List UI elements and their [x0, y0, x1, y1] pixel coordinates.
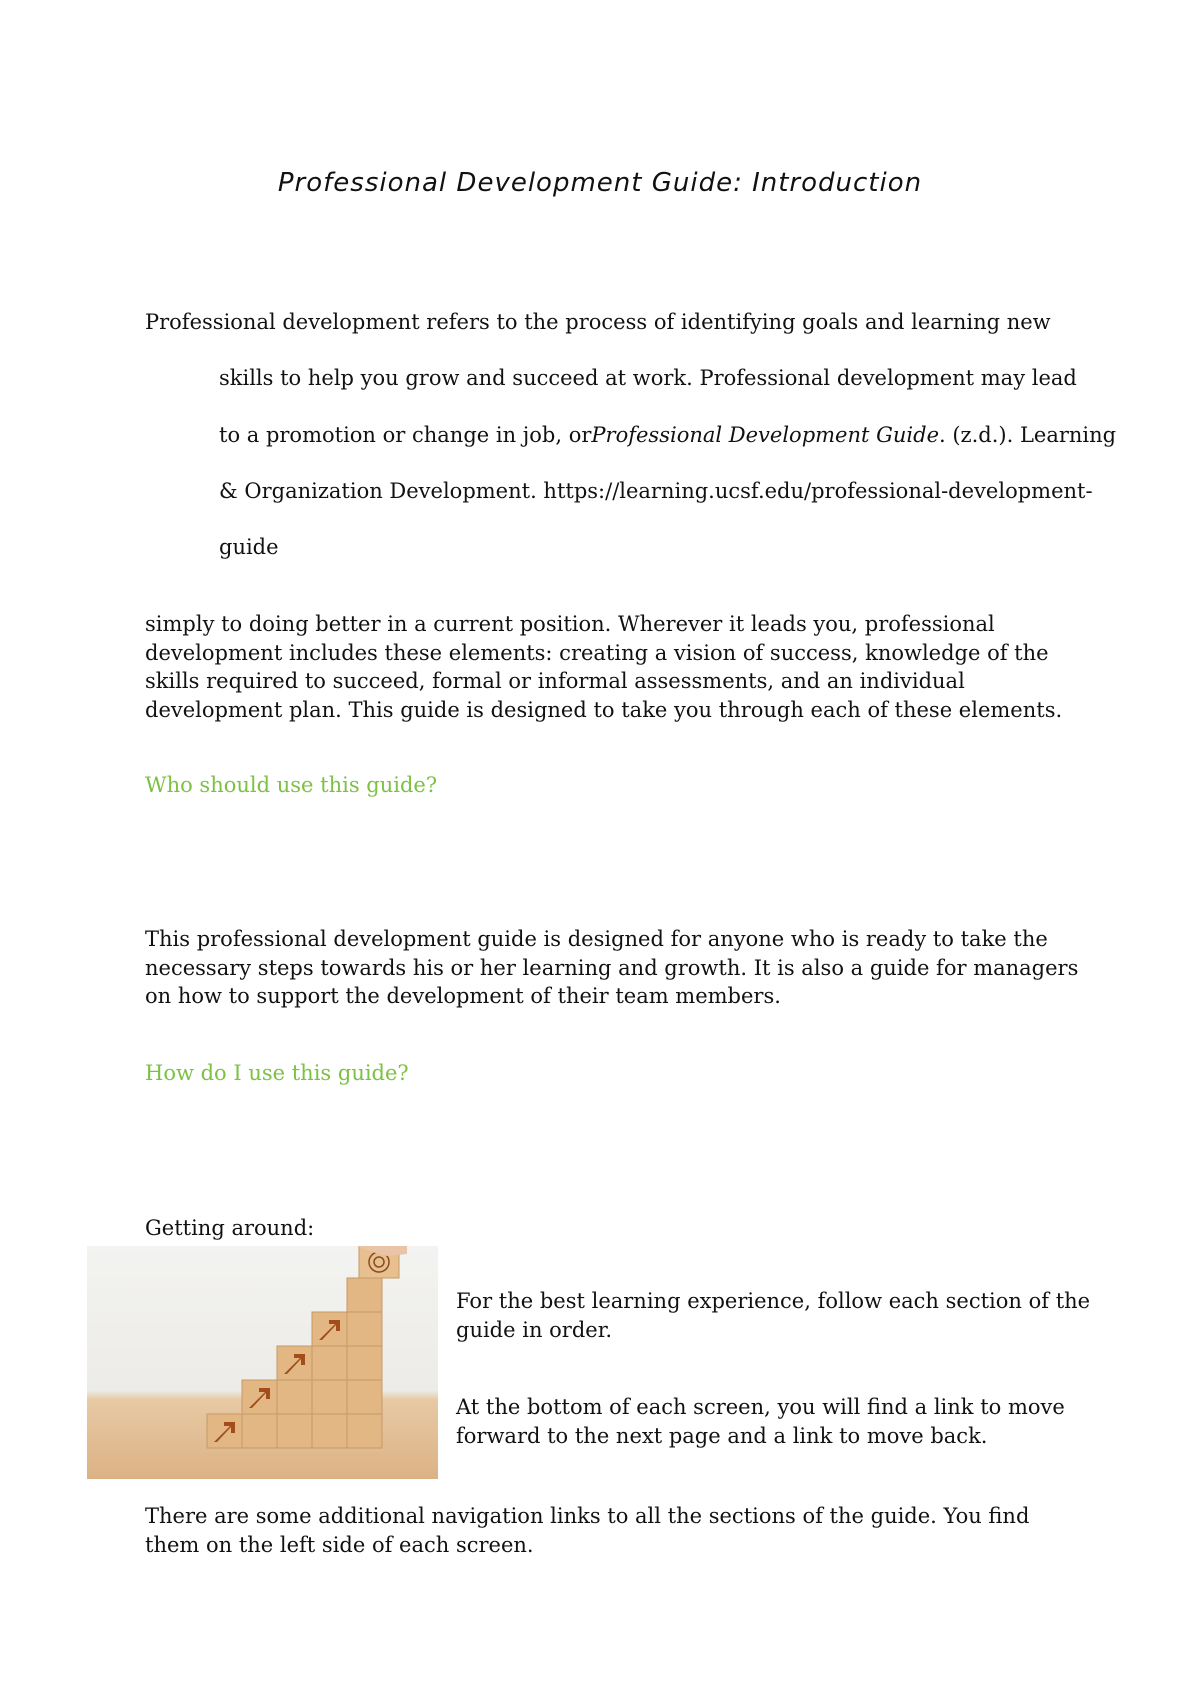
paragraph-continued: simply to doing better in a current position. Wherever it leads you, professional development includes these elements: creating a vision of success, knowledge of the skills required to succeed, formal or informal assessments, and an individual development plan. This guide is designed to take you through each of these elements. [145, 612, 1063, 722]
intro-line-3-suffix: . (z.d.). Learning [939, 423, 1117, 447]
heading-how-to-use: How do I use this guide? [145, 1061, 409, 1085]
intro-line-2: skills to help you grow and succeed at work. Professional development may lead [219, 366, 1077, 390]
closing-paragraph: There are some additional navigation links to all the sections of the guide. You find them on the left side of each screen. [145, 1504, 1030, 1557]
intro-line-3 [219, 421, 1116, 449]
citation-title: Professional Development Guide [591, 423, 940, 447]
side-text-navigation: At the bottom of each screen, you will find a link to move forward to the next page and a link to move back. [456, 1395, 1065, 1448]
intro-line-1: Professional development refers to the process of identifying goals and learning new [145, 310, 1051, 334]
side-text-order: For the best learning experience, follow each section of the guide in order. [456, 1289, 1091, 1342]
heading-who-should-use: Who should use this guide? [145, 773, 438, 797]
paragraph-who-should-use: This professional development guide is designed for anyone who is ready to take the necessary steps towards his or her learning and growth. It is also a guide for managers on how to support the development of their team members. [145, 927, 1079, 1008]
wooden-blocks-stairs-image [87, 1246, 438, 1479]
getting-around-label: Getting around: [145, 1216, 315, 1240]
intro-line-5: guide [219, 535, 279, 559]
intro-line-3-prefix: to a promotion or change in job, or [219, 423, 592, 447]
document-title: Professional Development Guide: Introduction [277, 168, 923, 198]
intro-line-4: & Organization Development. https://learning.ucsf.edu/professional-development- [219, 479, 1093, 503]
